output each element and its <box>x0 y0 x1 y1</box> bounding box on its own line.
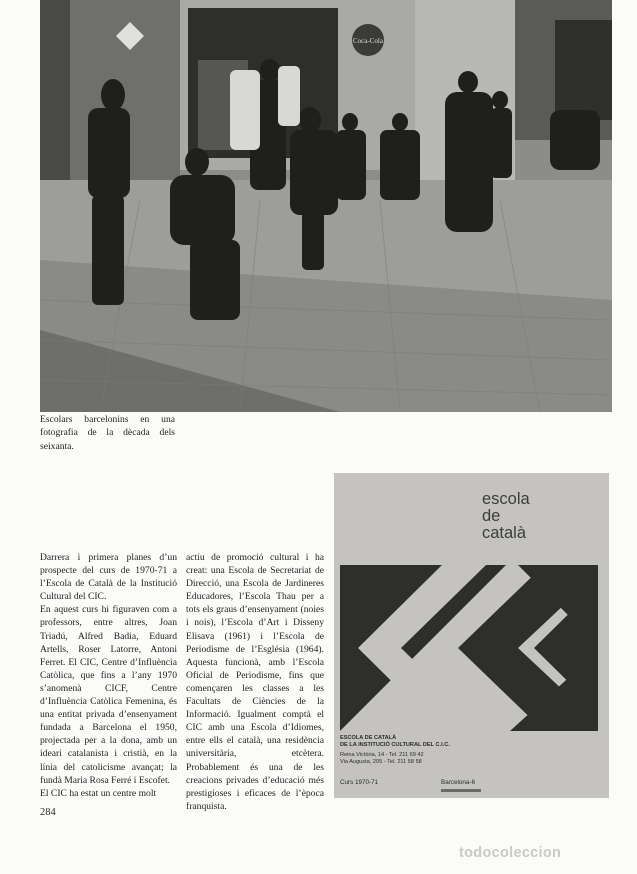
org-name: ESCOLA DE CATALÀ <box>340 735 397 741</box>
coca-cola-sign: Coca-Cola <box>353 37 383 45</box>
watermark: todocoleccion <box>459 845 562 861</box>
brochure-title-line: escola <box>482 490 530 508</box>
paragraph-cic-activities: actiu de promoció cultural i ha creat: una Escola de Secretariat de Direcció, una Escola de Jardineres Educadores, l’Escola Thau per a tots els graus d’ensenyament (noies i nois), l’Escola d’Art i Disseny Elisava (1961) i l’Escola de Periodisme de l’Església (1964). Aquesta funcionà, amb l’Escola Oficial de Periodisme, fins que començaren les classes a les Facultats de Ciències de la Informació. Igualment comptà el CIC amb una Escola d’Idiomes, entre ells el català, una residència universitària, etcètera. Probablement és una de les creacions privades d’educació més prestigioses i eficaces de l’època franquista. <box>186 552 324 812</box>
brochure-organization <box>340 735 510 749</box>
course-year: Curs 1970-71 <box>340 779 379 786</box>
photo-caption: Escolars barcelonins en una fotografia de la dècada dels seixanta. <box>40 414 175 452</box>
brochure-title-line: de <box>482 507 501 525</box>
text-column-left <box>40 551 177 800</box>
org-affiliation: DE LA INSTITUCIÓ CULTURAL DEL C.I.C. <box>340 742 450 748</box>
brochure-title-line: català <box>482 524 527 542</box>
paragraph-cic-intro: El CIC ha estat un centre molt <box>40 787 157 799</box>
paragraph-cic-history: En aquest curs hi figuraven com a professors, entre altres, Joan Triadú, Alfred Badia, Eduard Artells, Roser Latorre, Antoni Ferret. El CIC, Centre d’Influència Catòlica, que fins a l’any 1970 s’anomenà CICF, Centre d’Influència Catòlica Femenina, és una entitat privada d’ensenyament fundada a Barcelona el 1950, projectada per a la dona, amb un ideari catalanista i cristià, en la línia del catolicisme avançat; la fundà Maria Rosa Ferré i Escofet. <box>40 604 177 786</box>
printer-mark <box>441 789 481 792</box>
city-postcode: Barcelona-6 <box>441 779 475 786</box>
brochure-addresses <box>340 752 520 767</box>
address-line: Via Augusta, 205 - Tel. 211 58 58 <box>340 759 422 766</box>
school-brochure <box>334 473 609 798</box>
brochure-title <box>482 491 602 542</box>
paragraph-brochure-caption: Darrera i primera planes d’un prospecte del curs de 1970-71 a l’Escola de Català de la Institució Cultural del CIC. <box>40 552 177 603</box>
page-number: 284 <box>40 807 56 818</box>
address-line: Reina Victòria, 14 - Tel. 211 69 42 <box>340 752 424 758</box>
text-column-right <box>186 551 324 813</box>
street-photograph <box>40 0 612 412</box>
